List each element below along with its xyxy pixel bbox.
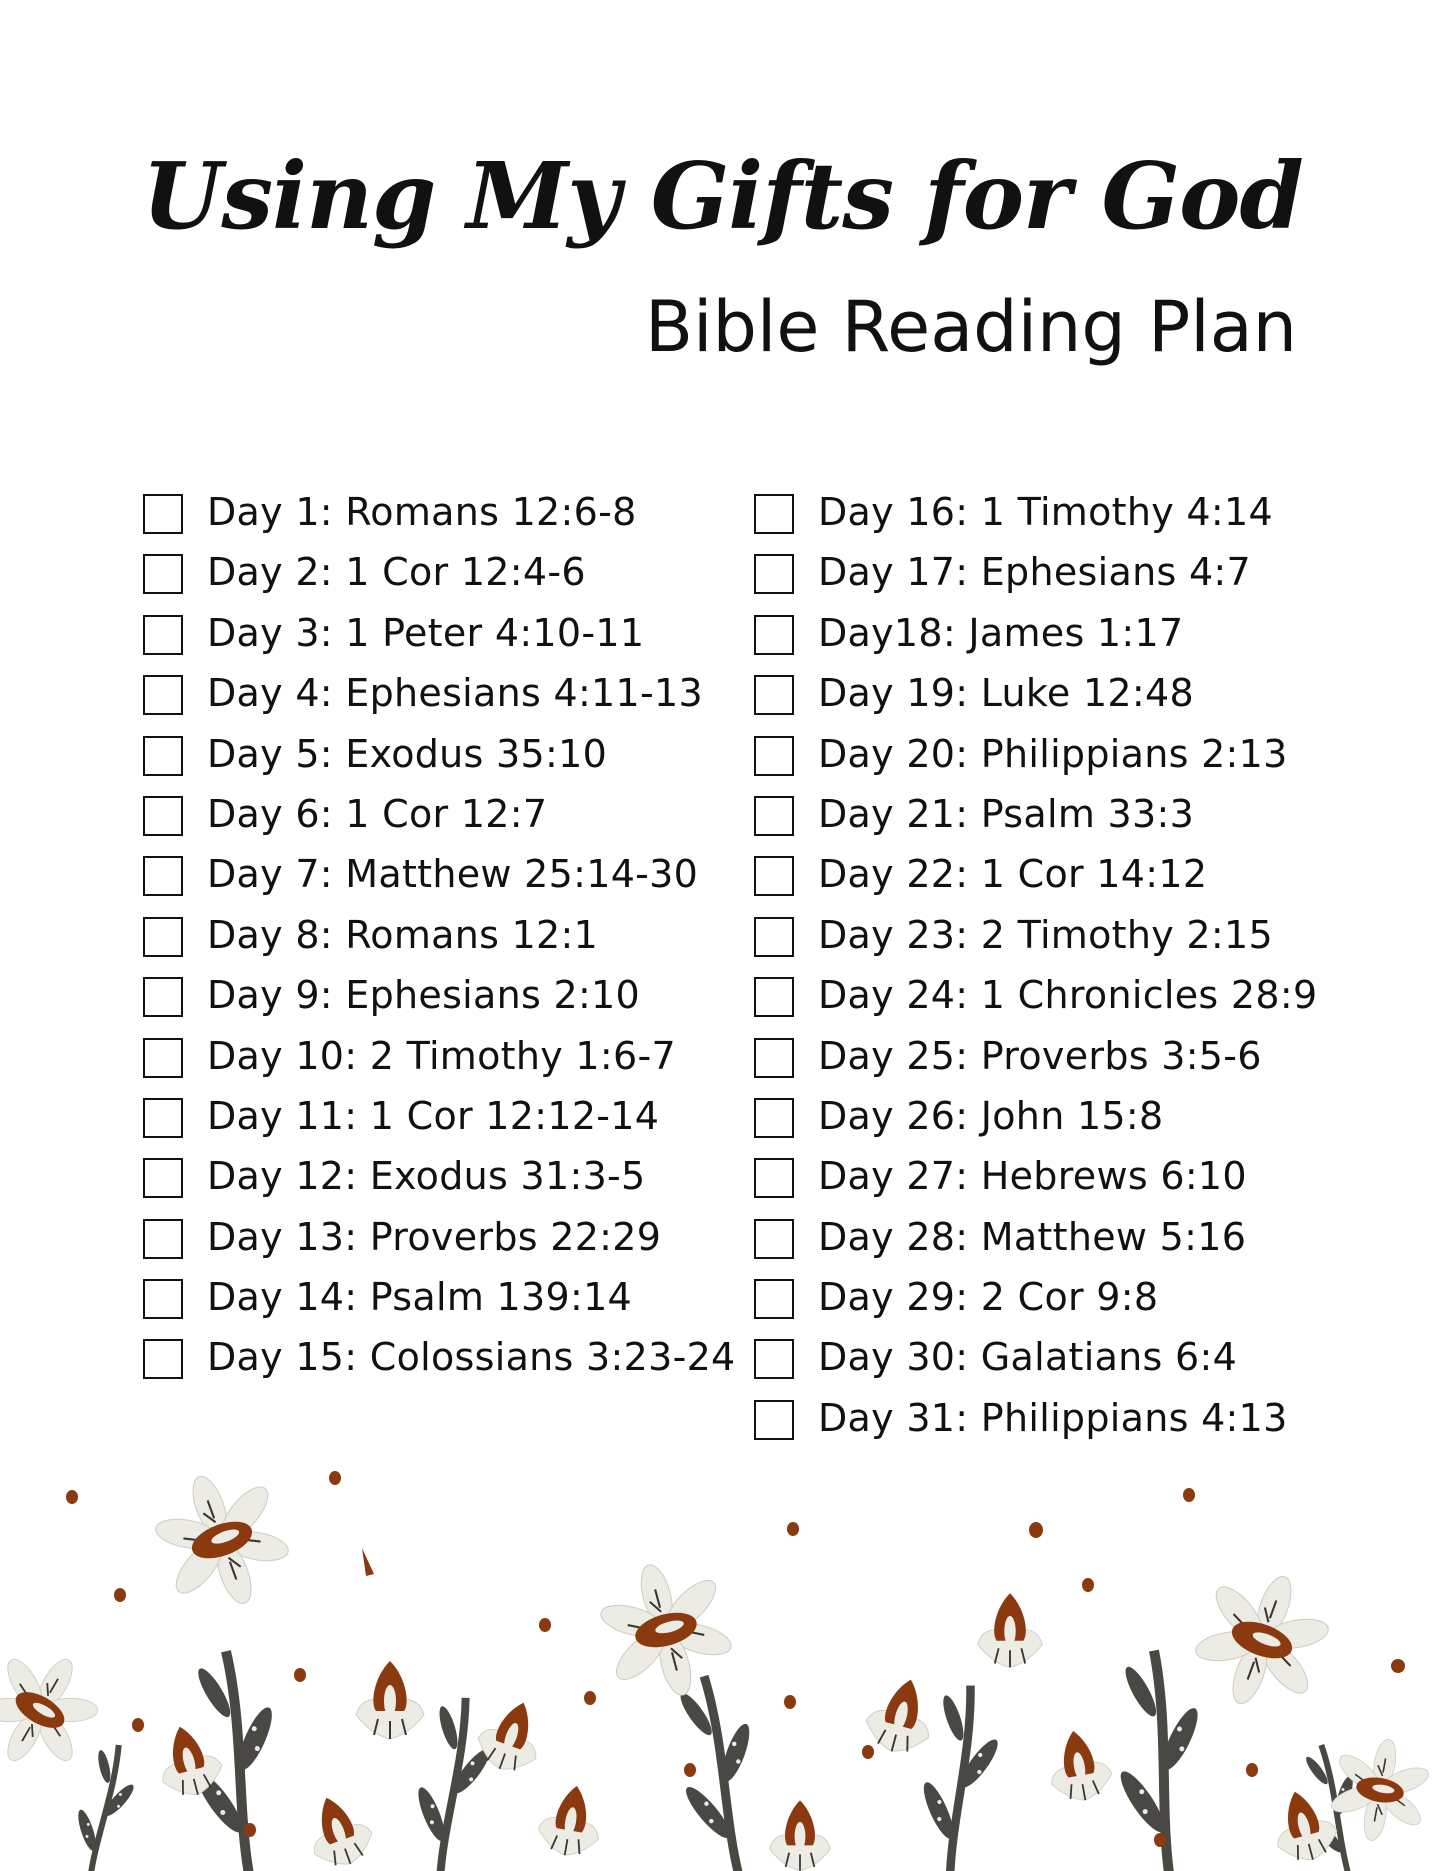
day-checkbox[interactable] [143, 615, 183, 655]
list-item [754, 671, 1414, 731]
floral-border-illustration [0, 1440, 1445, 1871]
day-label: Day 7: Matthew 25:14-30 [207, 852, 699, 897]
day-label: Day 1: Romans 12:6-8 [207, 490, 637, 534]
list-item [143, 1034, 743, 1094]
list-item [754, 1094, 1414, 1154]
list-item [143, 973, 743, 1033]
list-item [143, 1275, 743, 1335]
day-label: Day 28: Matthew 5:16 [818, 1214, 1247, 1259]
day-label: Day 23: 2 Timothy 2:15 [818, 912, 1273, 957]
day-checkbox[interactable] [754, 494, 794, 534]
list-item [143, 550, 743, 610]
list-item [754, 1335, 1414, 1395]
day-checkbox[interactable] [143, 796, 183, 836]
day-label: Day 27: Hebrews 6:10 [818, 1154, 1247, 1199]
day-checkbox[interactable] [143, 554, 183, 594]
day-checkbox[interactable] [143, 675, 183, 715]
day-checkbox[interactable] [754, 554, 794, 594]
day-checkbox[interactable] [754, 615, 794, 655]
list-item [143, 1215, 743, 1275]
day-checkbox[interactable] [143, 856, 183, 896]
day-label: Day 21: Psalm 33:3 [818, 791, 1195, 836]
day-checkbox[interactable] [143, 1098, 183, 1138]
list-item [754, 490, 1414, 550]
list-item [143, 1154, 743, 1214]
day-label: Day 29: 2 Cor 9:8 [818, 1275, 1159, 1320]
day-label: Day 3: 1 Peter 4:10-11 [207, 610, 645, 655]
day-checkbox[interactable] [754, 736, 794, 776]
list-item [754, 973, 1414, 1033]
list-item [143, 1094, 743, 1154]
page-title: Using My Gifts for God [142, 142, 1303, 250]
day-label: Day 24: 1 Chronicles 28:9 [818, 973, 1318, 1018]
day-checkbox[interactable] [754, 1400, 794, 1440]
list-item [143, 611, 743, 671]
day-checkbox[interactable] [754, 856, 794, 896]
day-checkbox[interactable] [754, 917, 794, 957]
day-label: Day 8: Romans 12:1 [207, 912, 599, 957]
list-item [754, 792, 1414, 852]
list-item [143, 1335, 743, 1395]
day-checkbox[interactable] [143, 1339, 183, 1379]
day-checkbox[interactable] [143, 1219, 183, 1259]
day-label: Day 10: 2 Timothy 1:6-7 [207, 1033, 676, 1078]
day-checkbox[interactable] [143, 977, 183, 1017]
list-item [143, 792, 743, 852]
day-checkbox[interactable] [143, 1158, 183, 1198]
day-label: Day 4: Ephesians 4:11-13 [207, 671, 703, 716]
list-item [754, 1275, 1414, 1335]
list-item [143, 490, 743, 550]
day-label: Day 20: Philippians 2:13 [818, 731, 1288, 776]
page-subtitle: Bible Reading Plan [645, 286, 1297, 368]
day-checkbox[interactable] [754, 1339, 794, 1379]
day-checkbox[interactable] [754, 1098, 794, 1138]
list-item [754, 1154, 1414, 1214]
day-label: Day 2: 1 Cor 12:4-6 [207, 550, 586, 595]
day-label: Day 13: Proverbs 22:29 [207, 1214, 662, 1259]
list-item [754, 852, 1414, 912]
list-item [143, 732, 743, 792]
day-checkbox[interactable] [754, 796, 794, 836]
day-checkbox[interactable] [143, 494, 183, 534]
list-item [754, 913, 1414, 973]
day-label: Day 11: 1 Cor 12:12-14 [207, 1093, 660, 1138]
list-item [754, 611, 1414, 671]
day-checkbox[interactable] [143, 736, 183, 776]
day-label: Day 14: Psalm 139:14 [207, 1275, 633, 1320]
day-checkbox[interactable] [754, 1219, 794, 1259]
day-label: Day 17: Ephesians 4:7 [818, 550, 1252, 595]
day-checkbox[interactable] [754, 1038, 794, 1078]
day-label: Day 16: 1 Timothy 4:14 [818, 490, 1273, 534]
list-item [754, 550, 1414, 610]
day-checkbox[interactable] [143, 1038, 183, 1078]
day-label: Day 26: John 15:8 [818, 1093, 1164, 1138]
day-label: Day 5: Exodus 35:10 [207, 731, 608, 776]
day-label: Day 19: Luke 12:48 [818, 671, 1194, 716]
day-label: Day 15: Colossians 3:23-24 [207, 1335, 736, 1380]
day-checkbox[interactable] [754, 1279, 794, 1319]
list-item [754, 1215, 1414, 1275]
day-checkbox[interactable] [754, 675, 794, 715]
day-label: Day 12: Exodus 31:3-5 [207, 1154, 646, 1199]
day-label: Day 30: Galatians 6:4 [818, 1335, 1238, 1380]
day-label: Day 31: Philippians 4:13 [818, 1395, 1288, 1440]
day-label: Day18: James 1:17 [818, 610, 1184, 655]
day-checkbox[interactable] [754, 977, 794, 1017]
list-item [143, 913, 743, 973]
day-label: Day 9: Ephesians 2:10 [207, 973, 641, 1018]
day-label: Day 22: 1 Cor 14:12 [818, 852, 1208, 897]
list-item [143, 852, 743, 912]
list-item [754, 732, 1414, 792]
reading-list-right [754, 490, 1414, 1456]
list-item [143, 671, 743, 731]
reading-list-left [143, 490, 743, 1396]
day-label: Day 25: Proverbs 3:5-6 [818, 1033, 1262, 1078]
day-checkbox[interactable] [143, 917, 183, 957]
day-checkbox[interactable] [754, 1158, 794, 1198]
day-label: Day 6: 1 Cor 12:7 [207, 791, 548, 836]
day-checkbox[interactable] [143, 1279, 183, 1319]
list-item [754, 1034, 1414, 1094]
